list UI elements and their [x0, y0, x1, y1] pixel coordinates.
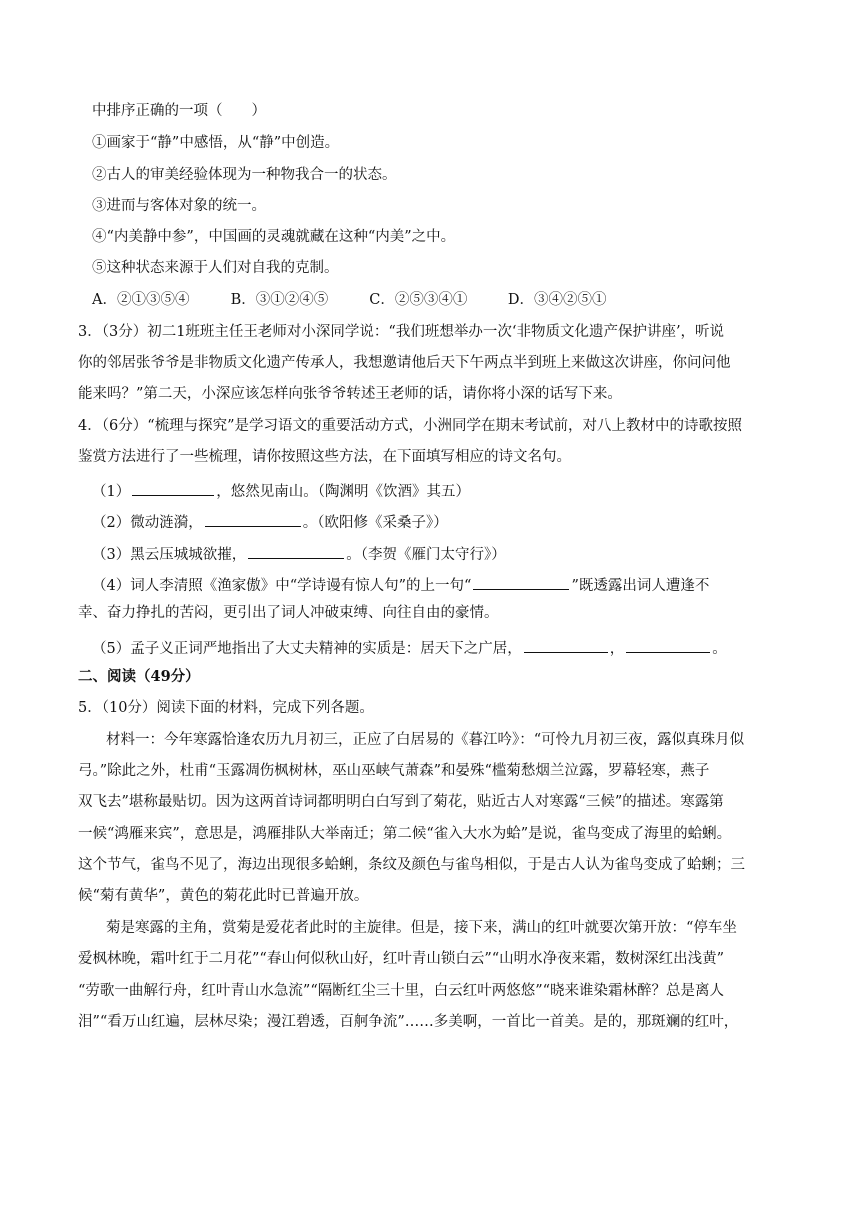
q4-line-1: 4．（6分）“梳理与探究”是学习语文的重要活动方式，小洲同学在期末考试前，对八上教材中的诗歌按照	[78, 418, 743, 434]
q5-stem: 5．（10分）阅读下面的材料，完成下列各题。	[78, 700, 374, 716]
q5-para1-line-3: 双飞去”堪称最贴切。因为这两首诗词都明明白白写到了菊花，贴近古人对寒露“三候”的描述。寒露第	[78, 794, 724, 810]
q4-sub-2: （2）微动涟漪， 。（欧阳修《采桑子》）	[92, 512, 448, 531]
q5-para1-line-5: 这个节气，雀鸟不见了，海边出现很多蛤蜊，条纹及颜色与雀鸟相似，于是古人认为雀鸟变成了蛤蜊；三	[78, 857, 745, 873]
q4-blank-2[interactable]	[205, 512, 301, 527]
q4-blank-1[interactable]	[132, 481, 214, 496]
q4-sub-4: （4）词人李清照《渔家傲》中“学诗谩有惊人句”的上一句“ ”既透露出词人遭逢不	[92, 575, 709, 594]
q4-sub-3: （3）黑云压城城欲摧， 。（李贺《雁门太守行》）	[92, 544, 506, 563]
q4-blank-3[interactable]	[248, 544, 344, 559]
q2-item-3: ③进而与客体对象的统一。	[92, 198, 266, 214]
q2-options	[92, 293, 606, 308]
q3-line-3: 能来吗？”第二天，小深应该怎样向张爷爷转述王老师的话，请你将小深的话写下来。	[78, 386, 622, 402]
q5-para2-line-2: 爱枫林晚，霜叶红于二月花”“春山何似秋山好，红叶青山锁白云”“山明水净夜来霜，数树深红出浅黄”	[78, 951, 725, 967]
q3-line-2: 你的邻居张爷爷是非物质文化遗产传承人，我想邀请他后天下午两点半到班上来做这次讲座，你问问他	[78, 355, 731, 371]
q4-sub-5: （5）孟子义正词严地指出了大丈夫精神的实质是：居天下之广居， ， 。	[92, 638, 727, 657]
q5-para1-line-1: 材料一：今年寒露恰逢农历九月初三，正应了白居易的《暮江吟》：“可怜九月初三夜，露似真珠月似	[106, 732, 745, 748]
q5-para2-line-3: “劳歌一曲解行舟，红叶青山水急流”“隔断红尘三十里，白云红叶两悠悠”“晓来谁染霜林醉？总是离人	[78, 983, 725, 999]
q2-item-1: ①画家于“静”中感悟，从“静”中创造。	[92, 135, 340, 151]
q4-sub-1: （1） ，悠然见南山。（陶渊明《饮酒》其五）	[92, 481, 470, 500]
q4-blank-5b[interactable]	[626, 638, 710, 653]
q5-para1-line-4: 一候“鸿雁来宾”，意思是，鸿雁排队大举南迁；第二候“雀入大水为蛤”是说，雀鸟变成了海里的蛤蜊。	[78, 826, 732, 842]
q2-item-4: ④“内美静中参”，中国画的灵魂就藏在这种“内美”之中。	[92, 229, 456, 245]
q2-stem-tail: 中排序正确的一项（ ）	[92, 103, 266, 119]
q2-item-5: ⑤这种状态来源于人们对自我的克制。	[92, 260, 339, 276]
q2-option-b[interactable]: B．③①②④⑤	[230, 292, 329, 308]
q5-para1-line-6: 候“菊有黄华”，黄色的菊花此时已普遍开放。	[78, 888, 369, 904]
q5-para2-line-1: 菊是寒露的主角，赏菊是爱花者此时的主旋律。但是，接下来，满山的红叶就要次第开放：“停车坐	[106, 920, 737, 936]
q4-blank-5a[interactable]	[524, 638, 608, 653]
q5-para2-line-4: 泪”“看万山红遍，层林尽染；漫江碧透，百舸争流”……多美啊，一首比一首美。是的，那斑斓的红叶，	[78, 1014, 739, 1030]
q2-item-2: ②古人的审美经验体现为一种物我合一的状态。	[92, 167, 397, 183]
q2-option-a[interactable]: A．②①③⑤④	[92, 292, 190, 308]
q4-sub-4-line-2: 幸、奋力挣扎的苦闷，更引出了词人冲破束缚、向往自由的豪情。	[78, 605, 499, 621]
q2-option-c[interactable]: C．②⑤③④①	[369, 292, 468, 308]
q2-option-d[interactable]: D．③④②⑤①	[507, 292, 607, 308]
q4-blank-4[interactable]	[473, 575, 569, 590]
q3-line-1: 3．（3分）初二1班班主任王老师对小深同学说：“我们班想举办一次‘非物质文化遗产保护讲座’，听说	[78, 324, 725, 340]
q5-para1-line-2: 弓。”除此之外，杜甫“玉露凋伤枫树林，巫山巫峡气萧森”和晏殊“槛菊愁烟兰泣露，罗幕轻寒，燕子	[78, 763, 710, 779]
q4-line-2: 鉴赏方法进行了一些梳理，请你按照这些方法，在下面填写相应的诗文名句。	[78, 449, 571, 465]
section-2-heading: 二、阅读（49分）	[78, 668, 200, 685]
